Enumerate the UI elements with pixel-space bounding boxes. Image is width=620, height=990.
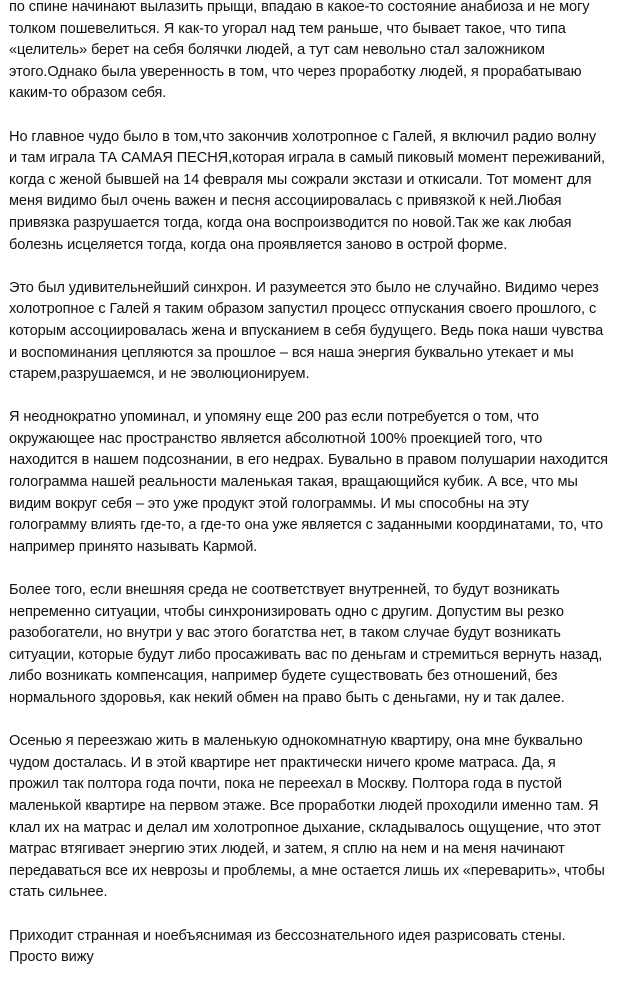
paragraph-3: Это был удивительнейший синхрон. И разумеется это было не случайно. Видимо через холотропное с Галей я таким образом запустил процесс отпускания своего прошлого, с которым ассоциировалась жена и впусканием в себя будущего. Ведь пока наши чувства и воспоминания цепляются за прошлое – вся наша энергия буквально утекает и мы старем,разрушаемся, и не эволюционируем. <box>9 279 604 383</box>
paragraph-5: Более того, если внешняя среда не соответствует внутренней, то будут возникать непременно ситуации, чтобы синхронизировать одно с другим. Допустим вы резко разобогатели, но внутри у вас этого богатства нет, в таком случае будут возникать ситуации, которые будут либо просаживать вас по деньгам и стремиться вернуть назад, либо возникать компенсация, например будете существовать без отношений, без нормального здоровья, как некий обмен на право быть с деньгами, ну и так далее. <box>9 582 603 706</box>
paragraph-7: Приходит странная и ноебъяснимая из бессознательного идея разрисовать стены. Просто вижу <box>9 927 566 966</box>
paragraph-2: Но главное чудо было в том,что закончив холотропное с Галей, я включил радио волну и там играла ТА САМАЯ ПЕСНЯ,которая играла в самый пиковый момент переживаний, когда с женой бывшей на 14 февраля мы сожрали экстази и откисали. Тот момент для меня видимо был очень важен и песня ассоциировалась с привязкой к ней.Любая привязка разрушается тогда, когда она воспроизводится по новой.Так же как любая болезнь исцеляется тогда, когда она проявляется заново в острой форме. <box>9 128 605 253</box>
paragraph-4: Я неоднократно упоминал, и упомяну еще 200 раз если потребуется о том, что окружающее нас пространство является абсолютной 100% проекцией того, что находится в нашем подсознании, в его недрах. Бувально в правом полушарии находится голограмма нашей реальности маленькая такая, вращающийся кубик. А все, что мы видим вокруг себя – это уже продукт этой голограммы. И мы способны на эту голограмму влиять где-то, а где-то она уже является с заданными координатами, то, что например принято называть Кармой. <box>9 409 608 555</box>
paragraph-6: Осенью я переезжаю жить в маленькую однокомнатную квартиру, она мне буквально чудом досталась. И в этой квартире нет практически ничего кроме матраса. Да, я прожил так полтора года почти, пока не переехал в Москву. Полтора года в пустой маленькой квартире на первом этаже. Все проработки людей проходили именно там. Я клал их на матрас и делал им холотропное дыхание, складывалось ощущение, что этот матрас втягивает энергию этих людей, и затем, я сплю на нем и на меня начинают передаваться все их неврозы и проблемы, а мне остается лишь их «переварить», чтобы стать сильнее. <box>9 733 605 901</box>
paragraph-1: по спине начинают вылазить прыщи, впадаю в какое-то состояние анабиоза и не могу толком пошевелиться. Я как-то угорал над тем раньше, что бывает такое, что типа «целитель» берет на себя болячки людей, а тут сам невольно стал заложником этого.Однако была уверенность в том, что через проработку людей, я прорабатываю каким-то образом себя. <box>9 0 590 102</box>
